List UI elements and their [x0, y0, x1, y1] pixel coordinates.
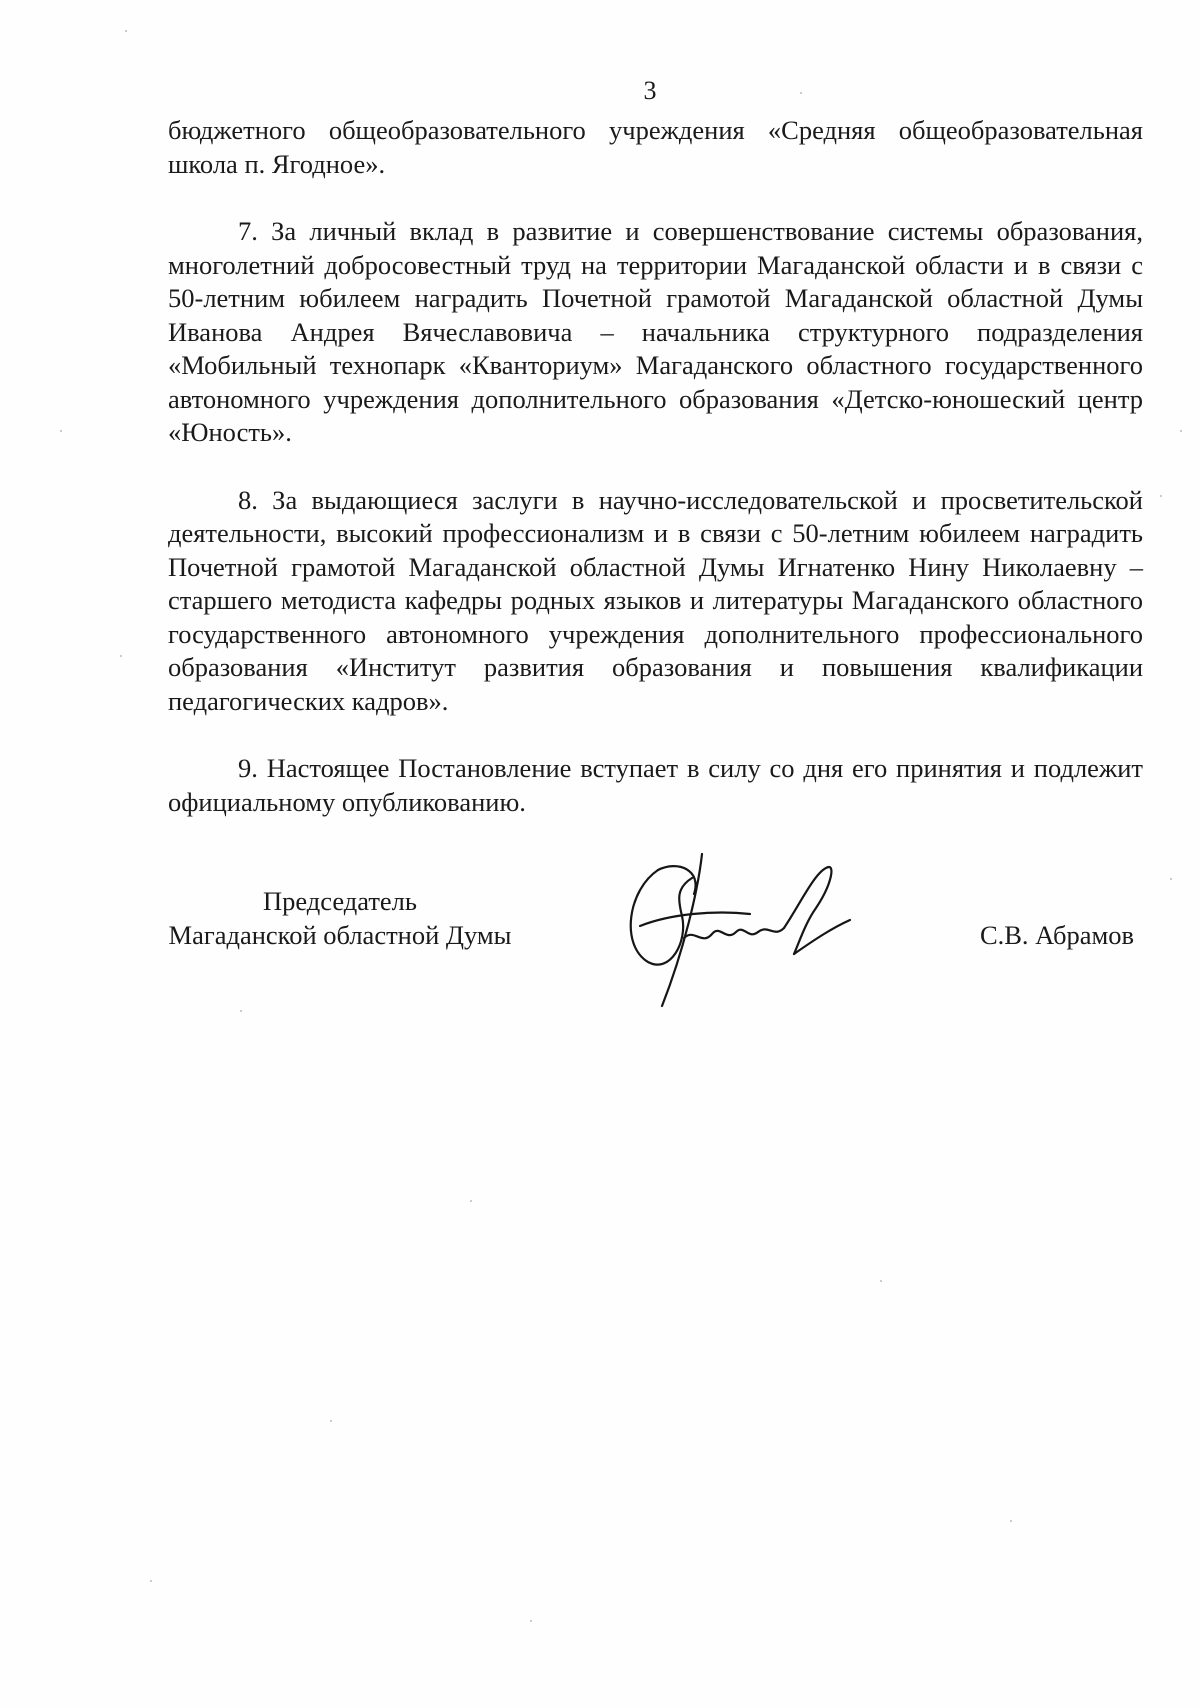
paragraph-continuation: бюджетного общеобразовательного учреждения «Средняя общеобразовательная школа п. Ягодное».	[168, 115, 1143, 179]
page-number: 3	[643, 76, 657, 105]
scan-speck	[800, 92, 802, 94]
scan-speck	[530, 1620, 532, 1622]
handwritten-signature	[618, 850, 858, 1020]
document-body	[168, 114, 1143, 819]
scan-speck	[470, 1200, 472, 1202]
signature-block	[0, 884, 1200, 1024]
scan-speck	[1170, 878, 1172, 880]
paragraph-item-7: 7. За личный вклад в развитие и совершенствование системы образования, многолетний добросовестный труд на территории Магаданской области и в связи с 50-летним юбилеем наградить Почетной грамотой Магаданской областной Думы Иванова Андрея Вячеславовича – начальника структурного подразделения «Мобильный технопарк «Кванториум» Магаданского областного государственного автономного учреждения дополнительного образования «Детско-юношеский центр «Юность».	[168, 216, 1143, 447]
scan-speck	[330, 1420, 332, 1422]
scan-speck	[240, 1010, 242, 1012]
scan-speck	[125, 30, 127, 32]
scan-speck	[880, 1280, 882, 1282]
scan-speck	[60, 430, 62, 432]
signatory-title	[150, 884, 530, 952]
signatory-title-line-1: Председатель	[263, 886, 417, 916]
paragraph-item-8: 8. За выдающиеся заслуги в научно-исследовательской и просветительской деятельности, высокий профессионализм и в связи с 50-летним юбилеем наградить Почетной грамотой Магаданской областной Думы Игнатенко Нину Николаевну – старшего методиста кафедры родных языков и литературы Магаданского областного государственного автономного учреждения дополнительного профессионального образования «Институт развития образования и повышения квалификации педагогических кадров».	[168, 484, 1143, 716]
paragraph-item-9: 9. Настоящее Постановление вступает в силу со дня его принятия и подлежит официальному опубликованию.	[168, 753, 1143, 817]
signatory-title-line-2: Магаданской областной Думы	[168, 920, 512, 950]
scan-speck	[1160, 495, 1162, 497]
scan-speck	[150, 1580, 152, 1582]
scan-speck	[120, 655, 122, 657]
signatory-name: С.В. Абрамов	[979, 920, 1134, 950]
scan-speck	[1010, 1520, 1012, 1522]
scan-speck	[1180, 430, 1182, 432]
